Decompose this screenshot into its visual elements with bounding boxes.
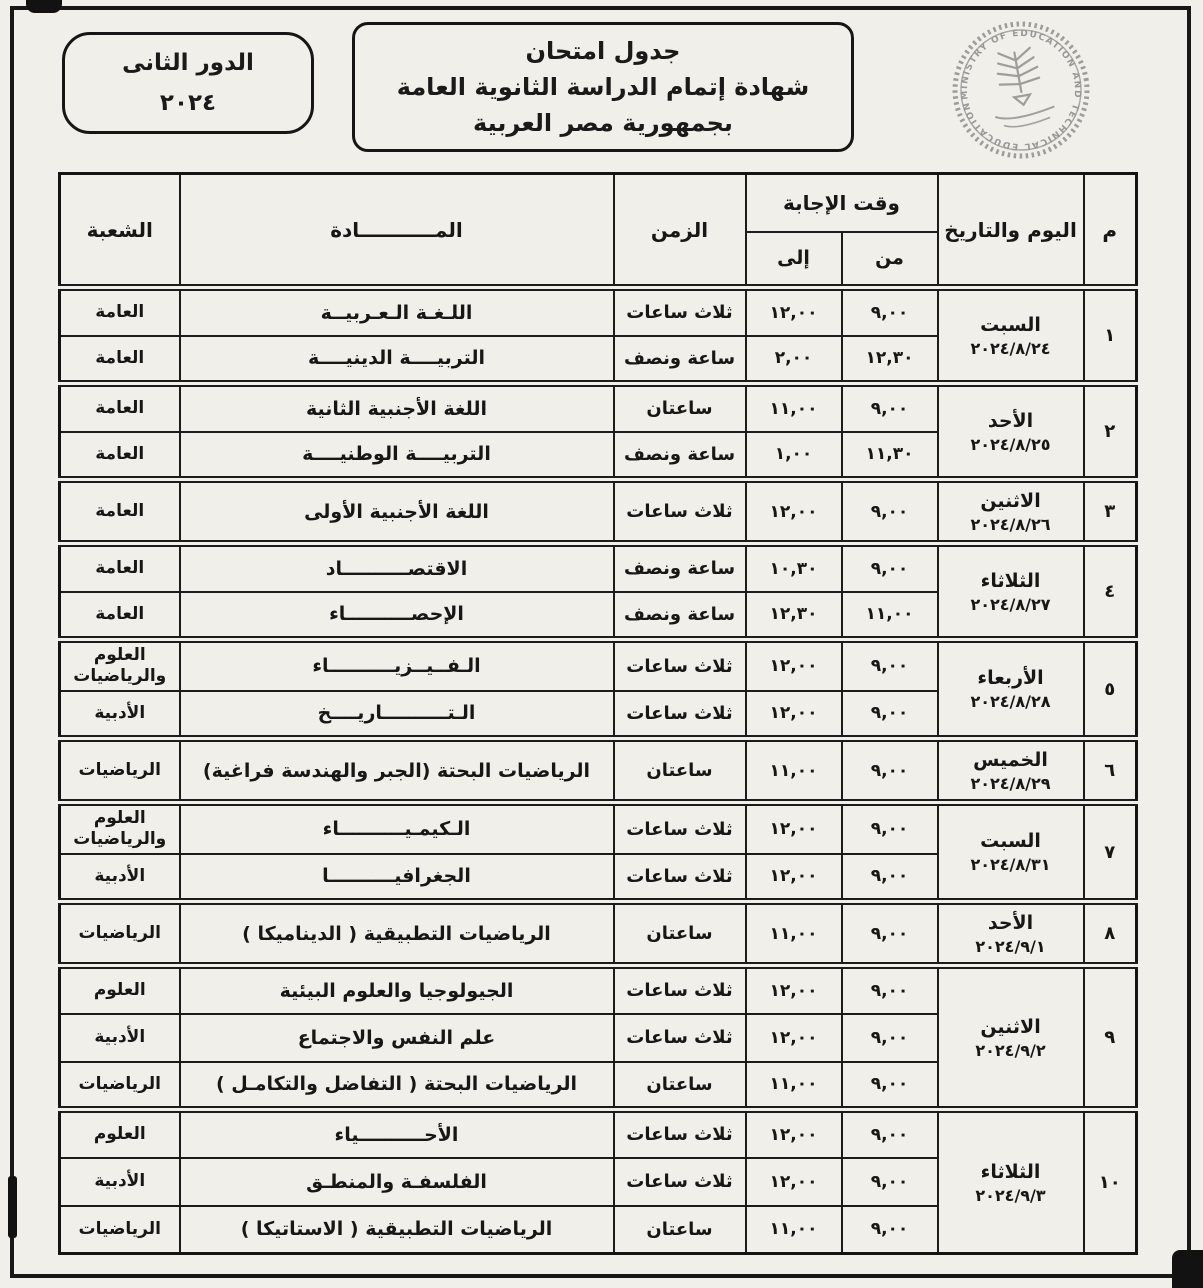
- subject-cell: الرياضيات البحتة (الجبر والهندسة فراغية): [180, 739, 614, 803]
- from-cell: ٩,٠٠: [842, 640, 938, 691]
- branch-cell: العامة: [60, 432, 180, 480]
- subject-cell: الـكيمـيــــــــــاء: [180, 803, 614, 854]
- branch-cell: الأدبية: [60, 854, 180, 902]
- day-date-cell: [938, 544, 1084, 640]
- exam-round-label: الدور الثانى: [122, 50, 254, 76]
- subject-cell: الأحــــــــــياء: [180, 1110, 614, 1158]
- branch-cell: الرياضيات: [60, 739, 180, 803]
- from-cell: ٩,٠٠: [842, 1110, 938, 1158]
- exam-row: [60, 739, 1137, 803]
- duration-cell: ساعة ونصف: [614, 432, 746, 480]
- day-name: الأربعاء: [977, 667, 1044, 689]
- from-cell: ١١,٠٠: [842, 592, 938, 640]
- seal-script-lines: [995, 106, 1056, 130]
- header-index: م: [1084, 174, 1137, 288]
- branch-cell: العامة: [60, 592, 180, 640]
- branch-cell: الأدبية: [60, 1158, 180, 1206]
- subject-cell: الجغرافيــــــــــا: [180, 854, 614, 902]
- header-from: من: [842, 232, 938, 288]
- from-cell: ١٢,٣٠: [842, 336, 938, 384]
- to-cell: ١١,٠٠: [746, 739, 842, 803]
- exam-row: [60, 966, 1137, 1014]
- duration-cell: ثلاث ساعات: [614, 691, 746, 739]
- from-cell: ٩,٠٠: [842, 1062, 938, 1110]
- to-cell: ١٢,٠٠: [746, 1014, 842, 1062]
- branch-cell: العامة: [60, 544, 180, 592]
- from-cell: ٩,٠٠: [842, 1014, 938, 1062]
- subject-cell: الجيولوجيا والعلوم البيئية: [180, 966, 614, 1014]
- to-cell: ١٠,٣٠: [746, 544, 842, 592]
- subject-cell: التربيــــة الدينيــــة: [180, 336, 614, 384]
- day-date-cell: [938, 640, 1084, 739]
- subject-cell: اللغة الأجنبية الثانية: [180, 384, 614, 432]
- to-cell: ١٢,٠٠: [746, 854, 842, 902]
- branch-cell: العامة: [60, 480, 180, 544]
- subject-cell: الرياضيات البحتة ( التفاضل والتكامـل ): [180, 1062, 614, 1110]
- to-cell: ١٢,٠٠: [746, 691, 842, 739]
- to-cell: ١٢,٠٠: [746, 288, 842, 336]
- index-cell: ٤: [1084, 544, 1137, 640]
- schedule-body: [60, 288, 1137, 1254]
- day-name: الاثنين: [980, 1015, 1041, 1038]
- scan-artifact: [26, 0, 62, 13]
- header-answer-time: وقت الإجابة: [746, 174, 938, 232]
- header-branch: الشعبة: [60, 174, 180, 288]
- day-date-cell: [938, 739, 1084, 803]
- subject-cell: الفلسفـة والمنطـق: [180, 1158, 614, 1206]
- duration-cell: ساعة ونصف: [614, 544, 746, 592]
- exam-row: [60, 480, 1137, 544]
- day-name: السبت: [980, 830, 1041, 852]
- seal-circular-text: MINISTRY OF EDUCATION AND TECHNICAL EDUCATION: [959, 28, 1083, 152]
- subject-cell: التربيــــة الوطنيــــة: [180, 432, 614, 480]
- to-cell: ١١,٠٠: [746, 1062, 842, 1110]
- from-cell: ٩,٠٠: [842, 854, 938, 902]
- exam-row: [60, 384, 1137, 432]
- title-line-1: جدول امتحان: [525, 37, 681, 65]
- header-day-date: اليوم والتاريخ: [938, 174, 1084, 288]
- index-cell: ١: [1084, 288, 1137, 384]
- from-cell: ٩,٠٠: [842, 288, 938, 336]
- branch-cell: العامة: [60, 336, 180, 384]
- ministry-stamp: [890, 10, 1152, 166]
- exam-row: [60, 1110, 1137, 1158]
- to-cell: ١١,٠٠: [746, 1206, 842, 1254]
- exam-row: [60, 640, 1137, 691]
- subject-cell: الإحصــــــــــاء: [180, 592, 614, 640]
- from-cell: ٩,٠٠: [842, 544, 938, 592]
- header-duration: الزمن: [614, 174, 746, 288]
- day-name: الأحد: [987, 911, 1034, 934]
- from-cell: ٩,٠٠: [842, 966, 938, 1014]
- to-cell: ١١,٠٠: [746, 902, 842, 966]
- exam-row: [60, 803, 1137, 854]
- day-date-cell: [938, 288, 1084, 384]
- table-head: [60, 174, 1137, 288]
- from-cell: ٩,٠٠: [842, 803, 938, 854]
- to-cell: ١٢,٠٠: [746, 803, 842, 854]
- day-date-cell: [938, 803, 1084, 902]
- index-cell: ٨: [1084, 902, 1137, 966]
- index-cell: ١٠: [1084, 1110, 1137, 1254]
- duration-cell: ثلاث ساعات: [614, 480, 746, 544]
- ministry-seal-graphic: [890, 10, 1152, 166]
- day-date: ٢٠٢٤/٨/٣١: [970, 855, 1051, 874]
- day-date-cell: [938, 966, 1084, 1110]
- document-title-box: [352, 22, 854, 152]
- branch-cell: الرياضيات: [60, 1062, 180, 1110]
- index-cell: ٢: [1084, 384, 1137, 480]
- exam-row: [60, 544, 1137, 592]
- to-cell: ١٢,٠٠: [746, 1110, 842, 1158]
- to-cell: ١٢,٠٠: [746, 1158, 842, 1206]
- exam-schedule-table: [58, 172, 1138, 1255]
- day-name: السبت: [980, 313, 1041, 336]
- subject-cell: الرياضيات التطبيقية ( الديناميكا ): [180, 902, 614, 966]
- duration-cell: ساعتان: [614, 1206, 746, 1254]
- duration-cell: ساعتان: [614, 384, 746, 432]
- to-cell: ٢,٠٠: [746, 336, 842, 384]
- day-name: الثلاثاء: [980, 1160, 1041, 1183]
- header-subject: المـــــــــــادة: [180, 174, 614, 288]
- to-cell: ١٢,٠٠: [746, 480, 842, 544]
- subject-cell: الاقتصــــــــــاد: [180, 544, 614, 592]
- from-cell: ١١,٣٠: [842, 432, 938, 480]
- duration-cell: ثلاث ساعات: [614, 803, 746, 854]
- duration-cell: ثلاث ساعات: [614, 640, 746, 691]
- header-to: إلى: [746, 232, 842, 288]
- index-cell: ٥: [1084, 640, 1137, 739]
- branch-cell: العلوم: [60, 1110, 180, 1158]
- to-cell: ١٢,٠٠: [746, 966, 842, 1014]
- index-cell: ٧: [1084, 803, 1137, 902]
- branch-cell: العلوم والرياضيات: [60, 803, 180, 854]
- duration-cell: ثلاث ساعات: [614, 1014, 746, 1062]
- to-cell: ١٢,٣٠: [746, 592, 842, 640]
- branch-cell: العلوم والرياضيات: [60, 640, 180, 691]
- day-name: الاثنين: [980, 489, 1041, 512]
- duration-cell: ساعتان: [614, 739, 746, 803]
- duration-cell: ثلاث ساعات: [614, 288, 746, 336]
- day-date: ٢٠٢٤/٨/٢٥: [970, 434, 1051, 454]
- subject-cell: الرياضيات التطبيقية ( الاستاتيكا ): [180, 1206, 614, 1254]
- subject-cell: الـتــــــــــاريــــخ: [180, 691, 614, 739]
- day-name: الثلاثاء: [980, 569, 1041, 592]
- branch-cell: الأدبية: [60, 1014, 180, 1062]
- from-cell: ٩,٠٠: [842, 1158, 938, 1206]
- day-date-cell: [938, 384, 1084, 480]
- day-date: ٢٠٢٤/٨/٢٩: [970, 773, 1051, 793]
- from-cell: ٩,٠٠: [842, 480, 938, 544]
- duration-cell: ثلاث ساعات: [614, 854, 746, 902]
- day-name: الخميس: [973, 748, 1048, 771]
- index-cell: ٣: [1084, 480, 1137, 544]
- day-date: ٢٠٢٤/٨/٢٦: [970, 514, 1051, 534]
- branch-cell: العامة: [60, 384, 180, 432]
- subject-cell: اللغة الأجنبية الأولى: [180, 480, 614, 544]
- scan-artifact: [8, 1176, 17, 1238]
- from-cell: ٩,٠٠: [842, 691, 938, 739]
- branch-cell: الرياضيات: [60, 902, 180, 966]
- duration-cell: ساعة ونصف: [614, 592, 746, 640]
- day-date: ٢٠٢٤/٨/٢٨: [970, 692, 1051, 711]
- duration-cell: ساعة ونصف: [614, 336, 746, 384]
- title-line-3: بجمهورية مصر العربية: [473, 109, 733, 137]
- from-cell: ٩,٠٠: [842, 739, 938, 803]
- scan-artifact: [1172, 1250, 1203, 1288]
- branch-cell: العامة: [60, 288, 180, 336]
- from-cell: ٩,٠٠: [842, 1206, 938, 1254]
- day-name: الأحد: [987, 409, 1034, 432]
- exam-round-year: ٢٠٢٤: [159, 90, 217, 116]
- day-date-cell: [938, 902, 1084, 966]
- from-cell: ٩,٠٠: [842, 902, 938, 966]
- exam-row: [60, 902, 1137, 966]
- duration-cell: ثلاث ساعات: [614, 966, 746, 1014]
- header-row-1: [60, 174, 1137, 232]
- branch-cell: العلوم: [60, 966, 180, 1014]
- subject-cell: الـفــيــزيــــــــــاء: [180, 640, 614, 691]
- to-cell: ١,٠٠: [746, 432, 842, 480]
- eagle-emblem-icon: [994, 47, 1043, 108]
- duration-cell: ثلاث ساعات: [614, 1110, 746, 1158]
- title-line-2: شهادة إتمام الدراسة الثانوية العامة: [396, 73, 810, 101]
- day-date-cell: [938, 480, 1084, 544]
- to-cell: ١٢,٠٠: [746, 640, 842, 691]
- day-date: ٢٠٢٤/٩/١: [975, 936, 1046, 956]
- schedule-table-wrap: [58, 172, 1135, 1255]
- day-date: ٢٠٢٤/٩/٣: [975, 1185, 1046, 1205]
- day-date: ٢٠٢٤/٨/٢٤: [970, 338, 1051, 358]
- day-date-cell: [938, 1110, 1084, 1254]
- index-cell: ٦: [1084, 739, 1137, 803]
- branch-cell: الأدبية: [60, 691, 180, 739]
- duration-cell: ساعتان: [614, 902, 746, 966]
- to-cell: ١١,٠٠: [746, 384, 842, 432]
- subject-cell: علم النفس والاجتماع: [180, 1014, 614, 1062]
- from-cell: ٩,٠٠: [842, 384, 938, 432]
- index-cell: ٩: [1084, 966, 1137, 1110]
- duration-cell: ثلاث ساعات: [614, 1158, 746, 1206]
- exam-round-box: [62, 32, 314, 134]
- day-date: ٢٠٢٤/٩/٢: [975, 1040, 1046, 1060]
- duration-cell: ساعتان: [614, 1062, 746, 1110]
- exam-row: [60, 288, 1137, 336]
- day-date: ٢٠٢٤/٨/٢٧: [970, 594, 1051, 614]
- branch-cell: الرياضيات: [60, 1206, 180, 1254]
- subject-cell: اللـغـة الـعـربيــة: [180, 288, 614, 336]
